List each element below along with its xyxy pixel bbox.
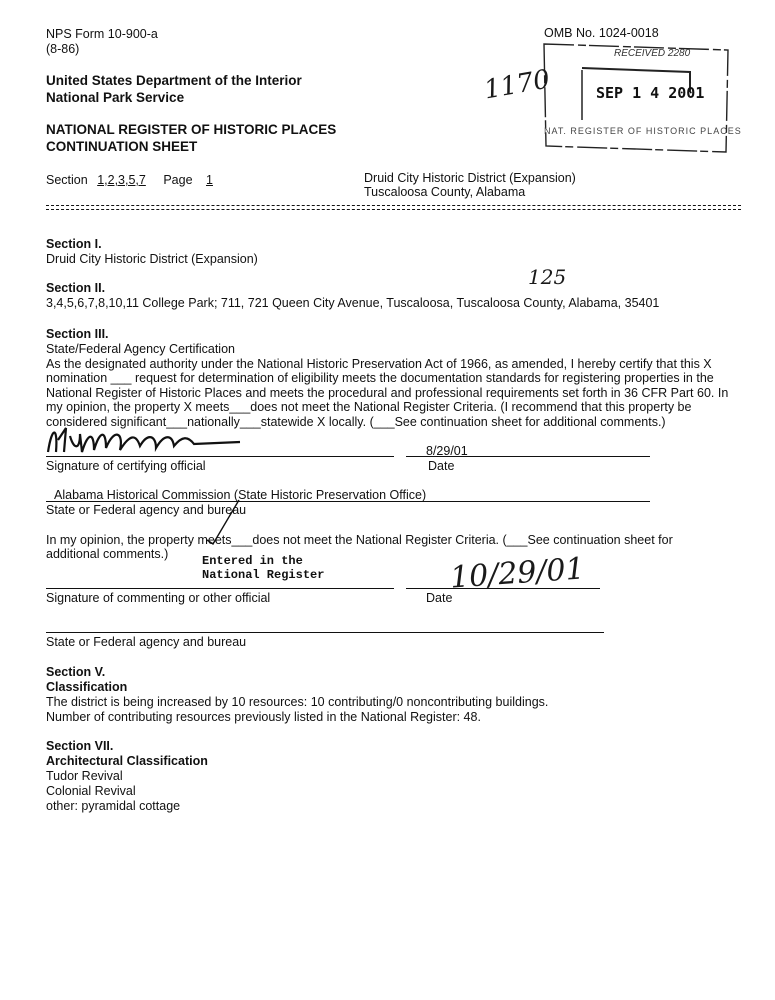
section5-subheading: Classification bbox=[46, 680, 128, 694]
entered-stamp-line-2: National Register bbox=[202, 568, 325, 582]
county-name: Tuscaloosa County, Alabama bbox=[364, 185, 526, 199]
entered-stamp-line-1: Entered in the bbox=[202, 554, 303, 568]
date-label: Date bbox=[428, 459, 455, 473]
section3-heading: Section III. bbox=[46, 327, 109, 341]
signature-line bbox=[46, 456, 394, 457]
stamp-bottom-text: NAT. REGISTER OF HISTORIC PLACES bbox=[544, 126, 742, 136]
handwritten-date: 10/29/01 bbox=[448, 551, 586, 596]
section5-heading: Section V. bbox=[46, 665, 106, 679]
official-signature-image bbox=[44, 422, 244, 458]
style-item: Colonial Revival bbox=[46, 784, 136, 798]
header-divider bbox=[46, 205, 741, 210]
form-title: NATIONAL REGISTER OF HISTORIC PLACES bbox=[46, 122, 337, 137]
section2-text: 3,4,5,6,7,8,10,11 College Park; 711, 721 Queen City Avenue, Tuscaloosa, Tuscaloosa County, Alabama, 35401 bbox=[46, 296, 660, 310]
comment-date-label: Date bbox=[426, 591, 453, 605]
section1-heading: Section I. bbox=[46, 237, 102, 251]
handwritten-number: 1170 bbox=[481, 64, 553, 106]
comment-signature-line bbox=[46, 588, 394, 589]
section5-line-2: Number of contributing resources previously listed in the National Register: 48. bbox=[46, 710, 481, 724]
form-number: NPS Form 10-900-a bbox=[46, 27, 158, 41]
form-date: (8-86) bbox=[46, 42, 80, 56]
section-value: 1,2,3,5,7 bbox=[97, 173, 146, 187]
opinion-line-2: additional comments.) bbox=[46, 547, 169, 561]
certification-line-4: my opinion, the property X meets___does not meet the National Register Criteria. (I recommend that this property be bbox=[46, 400, 692, 414]
section-line bbox=[46, 173, 219, 188]
form-subtitle: CONTINUATION SHEET bbox=[46, 139, 198, 154]
stamp-received-text: RECEIVED 2280 bbox=[614, 48, 691, 59]
signature-label: Signature of certifying official bbox=[46, 459, 206, 473]
section3-subheading: State/Federal Agency Certification bbox=[46, 342, 235, 356]
agency-label-2: State or Federal agency and bureau bbox=[46, 635, 247, 649]
section5-line-1: The district is being increased by 10 resources: 10 contributing/0 noncontributing buildings. bbox=[46, 695, 549, 709]
page-value: 1 bbox=[206, 173, 213, 187]
section1-text: Druid City Historic District (Expansion) bbox=[46, 252, 258, 266]
certification-date: 8/29/01 bbox=[426, 444, 468, 458]
checkmark-image bbox=[203, 498, 243, 546]
handwritten-125: 125 bbox=[528, 265, 567, 289]
omb-number: OMB No. 1024-0018 bbox=[544, 26, 659, 40]
section7-heading: Section VII. bbox=[46, 739, 114, 753]
section2-heading: Section II. bbox=[46, 281, 106, 295]
agency-line-2 bbox=[46, 632, 604, 633]
comment-date-line bbox=[406, 588, 600, 589]
certification-line-3: National Register of Historic Places and meets the procedural and professional requirements set forth in 36 CFR Part 60. In bbox=[46, 386, 729, 400]
agency-label: State or Federal agency and bureau bbox=[46, 503, 247, 517]
opinion-line-1: In my opinion, the property meets___does not meet the National Register Criteria. (___See continuation sheet for bbox=[46, 533, 673, 547]
agency-value: Alabama Historical Commission (State Historic Preservation Office) bbox=[54, 488, 427, 502]
style-item: other: pyramidal cottage bbox=[46, 799, 181, 813]
department-name: United States Department of the Interior bbox=[46, 73, 302, 88]
certification-line-1: As the designated authority under the National Historic Preservation Act of 1966, as amended, I hereby certify that this X bbox=[46, 357, 712, 371]
page-label: Page bbox=[163, 173, 193, 187]
district-name: Druid City Historic District (Expansion) bbox=[364, 171, 576, 185]
date-line bbox=[406, 456, 650, 457]
section7-subheading: Architectural Classification bbox=[46, 754, 208, 768]
certification-line-5: considered significant___nationally___statewide X locally. (___See continuation sheet for additional comments.) bbox=[46, 415, 666, 429]
comment-signature-label: Signature of commenting or other official bbox=[46, 591, 271, 605]
style-item: Tudor Revival bbox=[46, 769, 123, 783]
certification-line-2: nomination ___ request for determination of eligibility meets the documentation standards for registering properties in the bbox=[46, 371, 714, 385]
section-label: Section bbox=[46, 173, 88, 187]
received-stamp bbox=[540, 40, 742, 158]
stamp-date: SEP 1 4 2001 bbox=[596, 84, 705, 102]
agency-line bbox=[46, 501, 650, 502]
agency-name: National Park Service bbox=[46, 90, 185, 105]
